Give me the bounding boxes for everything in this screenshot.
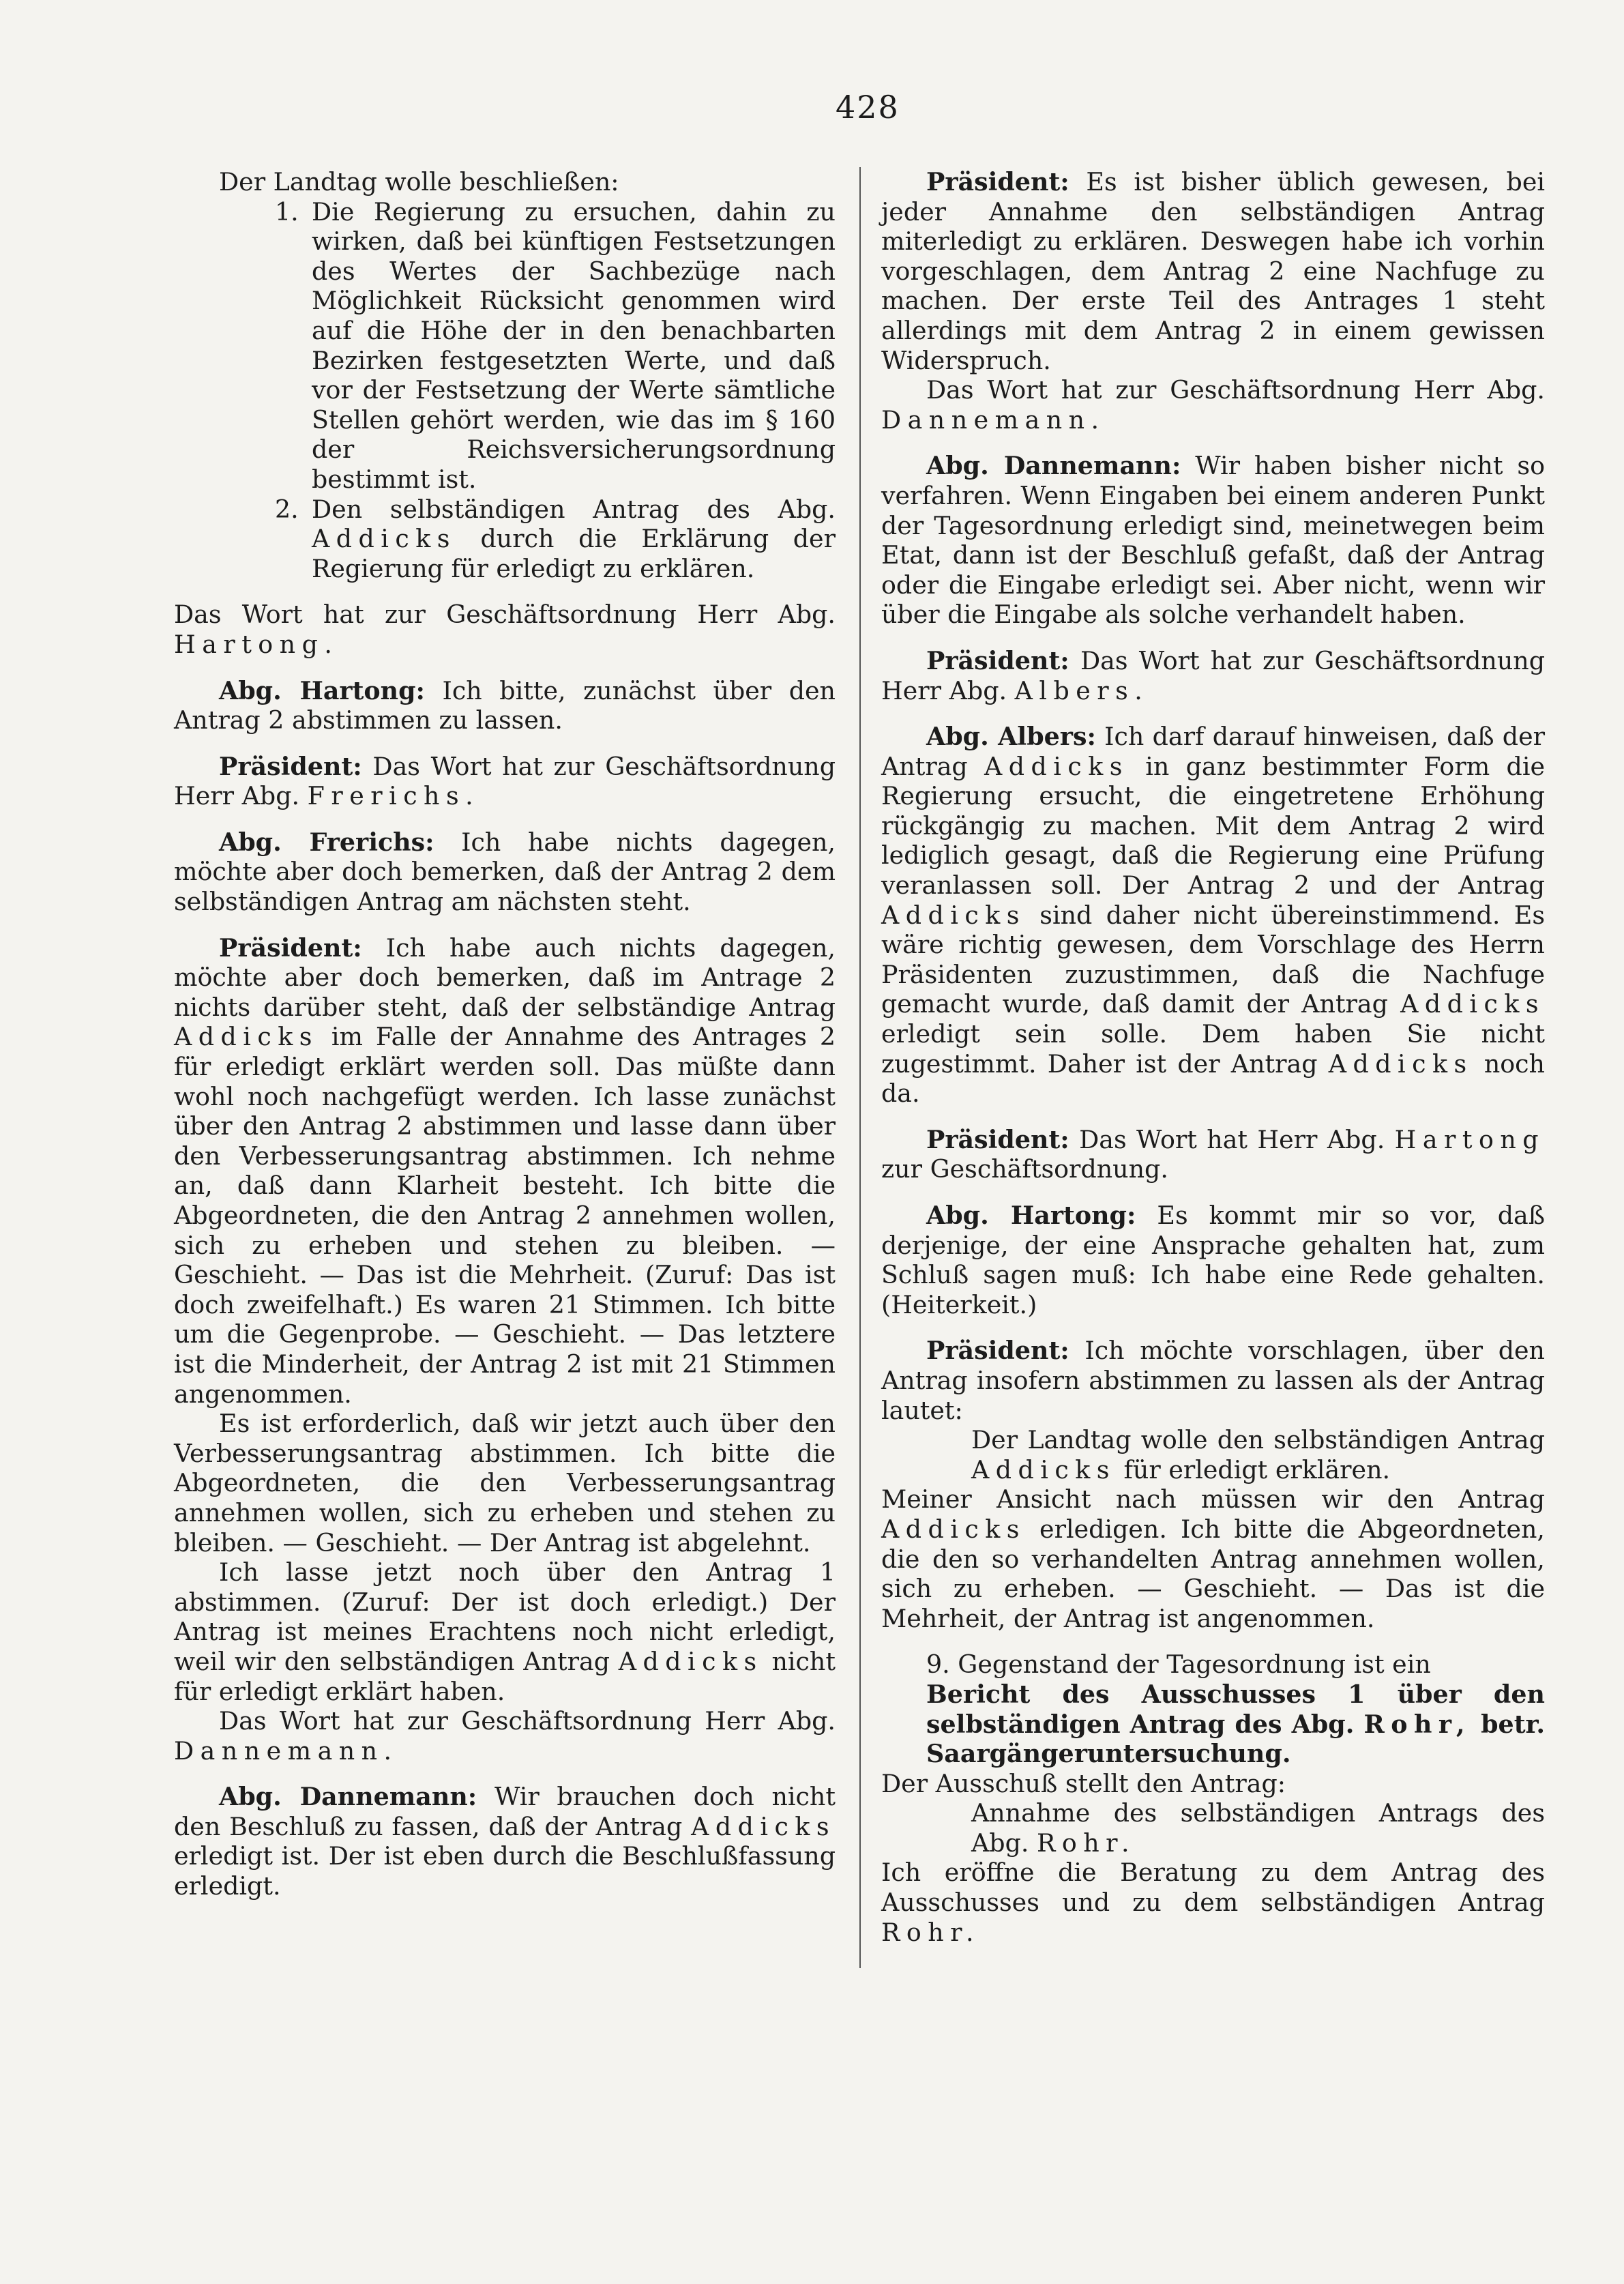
speech <box>881 1201 1545 1319</box>
speech <box>174 1782 836 1901</box>
speech-text: Ich bitte, zunächst über den Antrag 2 abstimmen zu lassen. <box>174 675 836 735</box>
speech-text: Ich habe nichts dagegen, möchte aber doch bemerken, daß der Antrag 2 dem selbständigen Antrag am nächsten steht. <box>174 827 836 917</box>
agenda-item: 9. Gegenstand der Tagesordnung ist ein <box>926 1650 1431 1680</box>
left-column <box>174 167 836 1901</box>
paragraph: Es ist erforderlich, daß wir jetzt auch über den Verbesserungsantrag abstimmen. Ich bitte die Abgeordneten, die den Verbesserungsantrag annehmen wollen, sich zu erheben und stehen zu bleiben. — Geschieht. — Der Antrag ist abgelehnt. <box>174 1409 836 1557</box>
paragraph <box>174 600 836 659</box>
item-text: Die Regierung zu ersuchen, dahin zu wirken, daß bei künftigen Festsetzungen des Wertes der Sachbezüge nach Möglichkeit Rücksicht genommen wird auf die Höhe der in den benachbarten Bezirken festgesetzten Werte, und daß vor der Festsetzung der Werte sämtliche Stellen gehört werden, wie das im § 160 der Reichsversicherungsordnung bestimmt ist. <box>312 196 836 494</box>
member-name: Dannemann. <box>174 1736 398 1766</box>
member-name: Addicks <box>691 1811 836 1841</box>
paragraph-text: Ich lasse jetzt noch über den Antrag 1 abstimmen. (Zuruf: Der ist doch erledigt.) Der Antrag ist meines Erachtens noch nicht erledigt, weil wir den selbständigen Antrag <box>174 1557 836 1676</box>
paragraph <box>174 1706 836 1766</box>
right-column <box>881 167 1545 1947</box>
member-name: Addicks <box>971 1454 1116 1484</box>
paragraph-text: nicht für erledigt erklärt haben. <box>174 1646 836 1706</box>
member-name: Addicks <box>174 1022 319 1052</box>
speaker-label: Präsident: <box>926 167 1069 196</box>
speech-text: Ich möchte vorschlagen, über den Antrag insofern abstimmen zu lassen als der Antrag lautet: <box>881 1336 1545 1425</box>
speech-text: Wir brauchen doch nicht den Beschluß zu fassen, daß der Antrag <box>174 1782 836 1841</box>
paragraph-text: Ich eröffne die Beratung zu dem Antrag des Ausschusses und zu dem selbständigen Antrag <box>881 1858 1545 1918</box>
speaker-label: Abg. Dannemann: <box>926 451 1181 481</box>
committee-motion <box>881 1798 1545 1858</box>
paragraph <box>881 375 1545 435</box>
member-name: Frerichs. <box>307 781 480 811</box>
report-heading <box>881 1680 1545 1769</box>
member-name: Hartong. <box>174 629 339 659</box>
member-name: Addicks <box>1328 1049 1473 1079</box>
speaker-label: Präsident: <box>926 645 1069 675</box>
heading-text: betr. Saargängeruntersuchung. <box>926 1709 1546 1769</box>
member-name: Addicks <box>1400 989 1545 1019</box>
speech <box>174 933 836 1409</box>
speaker-label: Abg. Dannemann: <box>219 1782 477 1812</box>
speaker-label: Präsident: <box>219 933 362 963</box>
member-name: Hartong <box>1394 1124 1545 1154</box>
quote-text: für erledigt erklären. <box>1123 1454 1391 1484</box>
speech <box>881 1336 1545 1425</box>
paragraph <box>881 1858 1545 1947</box>
item-number: 1. <box>275 196 299 226</box>
speaker-label: Abg. Albers: <box>926 722 1096 752</box>
quote-text: Der Landtag wolle den selbständigen Antrag <box>971 1425 1545 1455</box>
speech-text: Es kommt mir so vor, daß derjenige, der eine Ansprache gehalten hat, zum Schluß sagen muß: Ich habe eine Rede gehalten. (Heiterkeit.) <box>881 1201 1545 1319</box>
speech-text: Das Wort hat zur Geschäftsordnung Herr Abg. <box>881 645 1545 705</box>
resolution-item-2 <box>174 495 836 584</box>
speech-text: sind daher nicht übereinstimmend. Es wäre richtig gewesen, dem Vorschlage des Herrn Präsidenten zuzustimmen, daß die Nachfuge gemacht wurde, daß damit der Antrag <box>881 900 1545 1019</box>
speech-text: Ich darf darauf hinweisen, daß der Antrag <box>881 722 1546 781</box>
member-name: Dannemann. <box>881 405 1106 435</box>
member-name: Rohr. <box>881 1917 981 1947</box>
member-name: Addicks <box>984 751 1129 781</box>
heading-text: Bericht des Ausschusses 1 über den selbständigen Antrag des Abg. <box>926 1679 1545 1739</box>
speech-text: erledigt ist. Der ist eben durch die Beschlußfassung erledigt. <box>174 1841 836 1901</box>
speech-text: Es ist bisher üblich gewesen, bei jeder Annahme den selbständigen Antrag miterledigt zu erklären. Deswegen habe ich vorhin vorgeschlagen, dem Antrag 2 eine Nachfuge zu machen. Der erste Teil des Antrages 1 steht allerdings mit dem Antrag 2 in einem gewissen Widerspruch. <box>881 167 1545 375</box>
paragraph: Der Ausschuß stellt den Antrag: <box>881 1768 1286 1798</box>
paragraph <box>174 1557 836 1706</box>
paragraph-text: Das Wort hat zur Geschäftsordnung Herr Abg. <box>926 375 1545 405</box>
speech-text: im Falle der Annahme des Antrages 2 für erledigt erklärt werden soll. Das müßte dann wohl noch nachgefügt werden. Ich lasse zunächst über den Antrag 2 abstimmen und lasse dann über den Verbesserungsantrag abstimmen. Ich nehme an, daß dann Klarheit besteht. Ich bitte die Abgeordneten, die den Antrag 2 annehmen wollen, sich zu erheben und stehen zu bleiben. — Geschieht. — Das ist die Mehrheit. (Zuruf: Das ist doch zweifelhaft.) Es waren 21 Stimmen. Ich bitte um die Gegenprobe. — Geschieht. — Das letztere ist die Minderheit, der Antrag 2 ist mit 21 Stimmen angenommen. <box>174 1022 836 1409</box>
speech-text: zur Geschäftsordnung. <box>881 1154 1168 1184</box>
speech <box>881 646 1545 705</box>
member-name: Addicks <box>881 1514 1026 1544</box>
member-name: Rohr. <box>1037 1828 1136 1858</box>
speech <box>174 676 836 735</box>
speech-text: erledigt sein solle. Dem haben Sie nicht zugestimmt. Daher ist der Antrag <box>881 1019 1545 1079</box>
item-text: Den selbständigen Antrag des Abg. <box>312 494 836 524</box>
speech-text: in ganz bestimmter Form die Regierung ersucht, die eingetretene Erhöhung rückgängig zu machen. Mit dem Antrag 2 wird lediglich gesagt, daß die Regierung eine Prüfung veranlassen soll. Der Antrag 2 und der Antrag <box>881 751 1545 901</box>
resolution-item-1 <box>174 197 836 495</box>
speech-text: Ich habe auch nichts dagegen, möchte aber doch bemerken, daß im Antrage 2 nichts darüber steht, daß der selbständige Antrag <box>174 933 836 1022</box>
item-text: durch die Erklärung der Regierung für erledigt zu erklären. <box>312 524 836 583</box>
speech <box>881 722 1545 1109</box>
speech-text: Das Wort hat zur Geschäftsordnung Herr Abg. <box>174 751 836 811</box>
speech-text: Wir haben bisher nicht so verfahren. Wenn Eingaben bei einem anderen Punkt der Tagesordnung erledigt sind, meinetwegen beim Etat, dann ist der Beschluß gefaßt, daß der Antrag oder die Eingabe erledigt sei. Aber nicht, wenn wir über die Eingabe als solche verhandelt haben. <box>881 451 1545 630</box>
speaker-label: Abg. Hartong: <box>926 1201 1136 1230</box>
paragraph-text: Das Wort hat zur Geschäftsordnung Herr Abg. <box>219 1706 836 1736</box>
member-name: Addicks <box>881 900 1026 930</box>
speech-text: noch da. <box>881 1049 1545 1109</box>
speech <box>881 451 1545 630</box>
speaker-label: Präsident: <box>219 751 362 781</box>
speech <box>881 167 1545 375</box>
motion-text: Annahme des selbständigen Antrags des Abg. <box>971 1798 1545 1858</box>
speech <box>174 752 836 811</box>
speaker-label: Abg. Frerichs: <box>219 827 434 857</box>
speaker-label: Präsident: <box>926 1124 1069 1154</box>
quoted-motion <box>881 1425 1545 1484</box>
member-name: Addicks <box>618 1646 763 1676</box>
item-number: 2. <box>275 494 299 524</box>
paragraph-text: Das Wort hat zur Geschäftsordnung Herr Abg. <box>174 600 836 630</box>
member-name: Rohr, <box>1363 1709 1471 1739</box>
column-divider <box>859 167 861 1968</box>
speaker-label: Abg. Hartong: <box>219 675 425 705</box>
paragraph-text: Meiner Ansicht nach müssen wir den Antrag <box>881 1484 1545 1514</box>
paragraph <box>881 1484 1545 1633</box>
speaker-label: Präsident: <box>926 1336 1069 1366</box>
member-name: Albers. <box>1014 675 1149 705</box>
speech-text: Das Wort hat Herr Abg. <box>1079 1124 1385 1154</box>
speech <box>881 1125 1545 1184</box>
resolution-intro: Der Landtag wolle beschließen: <box>219 167 619 196</box>
paragraph-text: erledigen. Ich bitte die Abgeordneten, die den so verhandelten Antrag annehmen wollen, sich zu erheben. — Geschieht. — Das ist die Mehrheit, der Antrag ist angenommen. <box>881 1514 1545 1633</box>
member-name: Addicks <box>312 524 456 554</box>
speech <box>174 828 836 917</box>
page-number: 428 <box>836 89 900 126</box>
